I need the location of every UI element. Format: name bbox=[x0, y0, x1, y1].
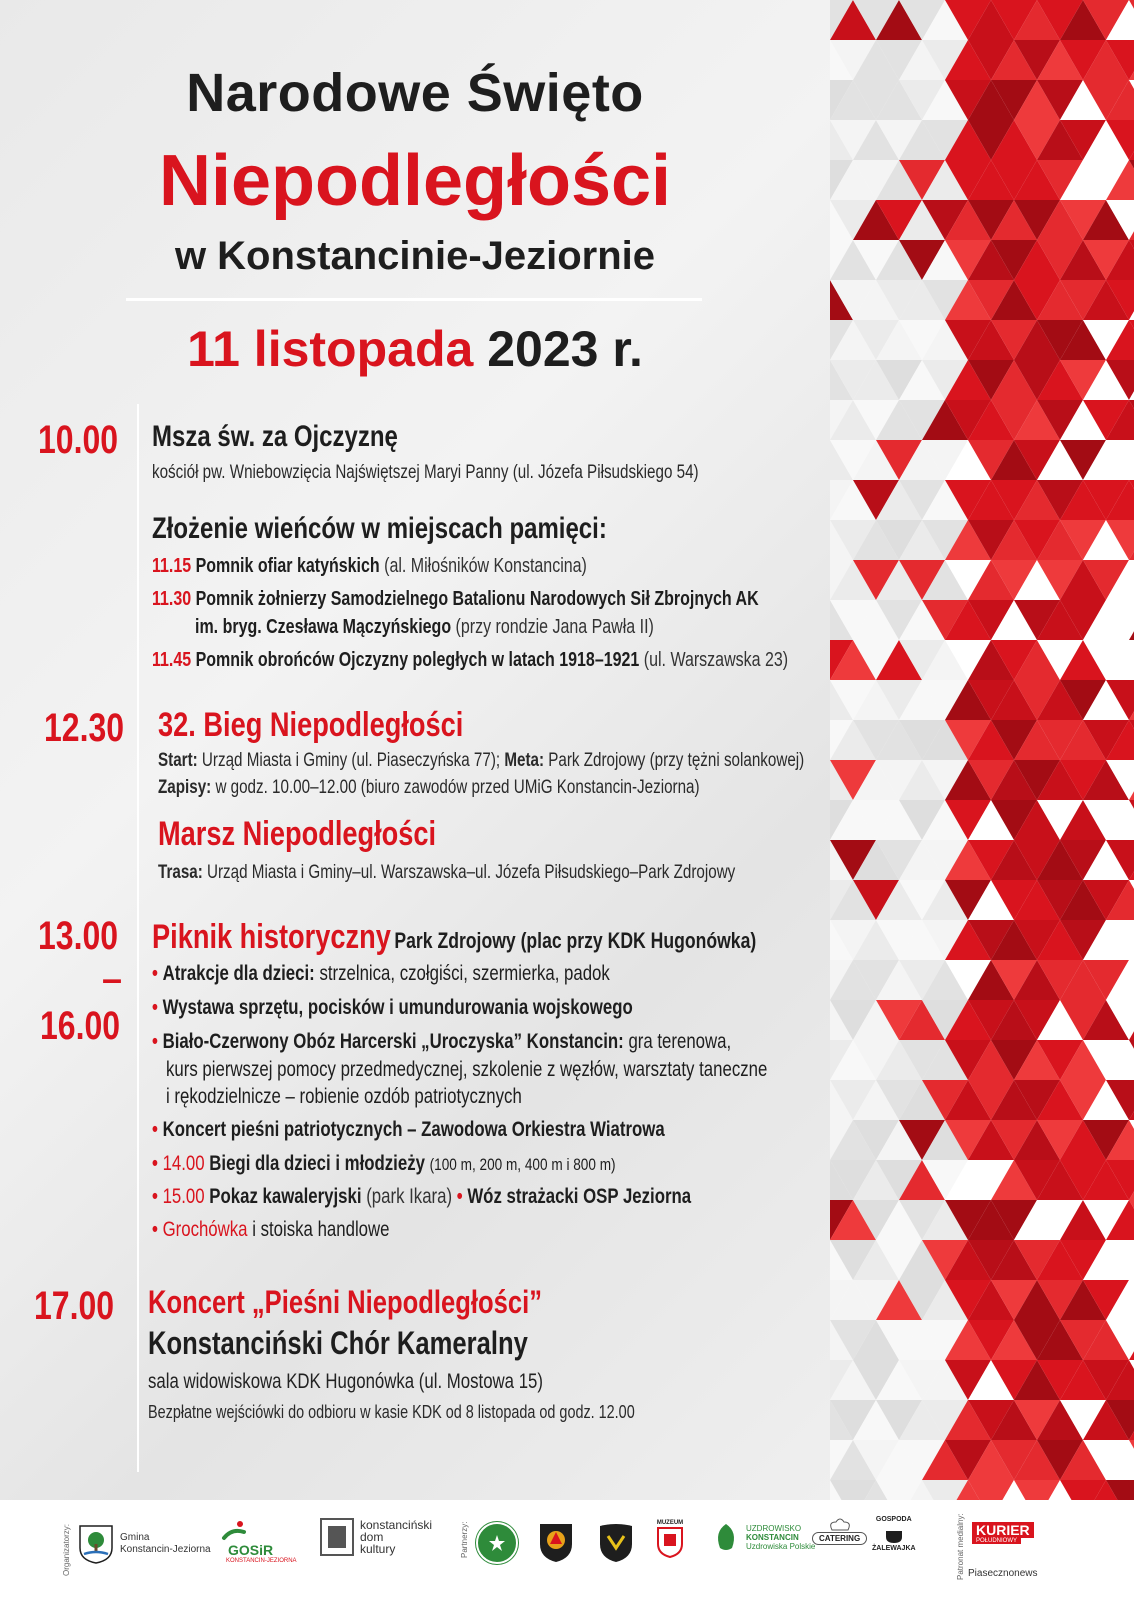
partners-label: Partnerzy: bbox=[460, 1521, 469, 1558]
time-13-00: 13.00 bbox=[38, 914, 119, 958]
concert-tickets-note: Bezpłatne wejściówki do odbioru w kasie KDK od 8 listopada od godz. 12.00 bbox=[148, 1402, 635, 1422]
picnic-bullet-3-line-2: kurs pierwszej pomocy przedmedycznej, szkolenie z węzłów, warsztaty taneczne bbox=[166, 1058, 768, 1081]
kurier-logo: KURIER POŁUDNIOWY bbox=[972, 1522, 1034, 1544]
time-dash: – bbox=[102, 958, 123, 999]
picnic-bullet-3: • Biało-Czerwony Obóz Harcerski „Uroczyska” Konstancin: gra terenowa, bbox=[152, 1030, 732, 1053]
choir-name: Konstanciński Chór Kameralny bbox=[148, 1325, 528, 1361]
gosir-logo: GOSiR KONSTANCIN-JEZIORNA bbox=[220, 1520, 297, 1564]
organizers-label: Organizatorzy: bbox=[62, 1523, 71, 1576]
picnic-bullet-7: • Grochówka i stoiska handlowe bbox=[152, 1218, 390, 1241]
picnic-bullet-5: • 14.00 Biegi dla dzieci i młodzieży (100 m, 200 m, 400 m i 800 m) bbox=[152, 1152, 616, 1175]
catering-logo: CATERING bbox=[812, 1518, 867, 1545]
time-12-30: 12.30 bbox=[44, 706, 125, 750]
uzdrowisko-logo: UZDROWISKO KONSTANCIN Uzdrowiska Polskie bbox=[712, 1522, 815, 1552]
run-signup: Zapisy: w godz. 10.00–12.00 (biuro zawodów przed UMiG Konstancin-Jeziorna) bbox=[158, 777, 700, 798]
picnic-bullet-3-line-3: i rękodzielnicze – robienie ozdób patriotycznych bbox=[166, 1085, 522, 1108]
event-date bbox=[0, 320, 830, 378]
concert-venue: sala widowiskowa KDK Hugonówka (ul. Mostowa 15) bbox=[148, 1370, 543, 1393]
title-line-1: Narodowe Święto bbox=[186, 63, 644, 123]
sponsors-footer bbox=[0, 1500, 1134, 1600]
picnic-bullet-1: • Atrakcje dla dzieci: strzelnica, czołgiści, szermierka, padok bbox=[152, 962, 610, 985]
run-start-finish: Start: Urząd Miasta i Gminy (ul. Piaseczyńska 77); Meta: Park Zdrojowy (przy tężni solankowej) bbox=[158, 750, 805, 771]
march-route: Trasa: Urząd Miasta i Gminy–ul. Warszawska–ul. Józefa Piłsudskiego–Park Zdrojowy bbox=[158, 862, 736, 883]
kdk-square-icon bbox=[320, 1518, 354, 1556]
picnic-bullet-2: • Wystawa sprzętu, pocisków i umundurowania wojskowego bbox=[152, 996, 633, 1019]
title-line-3: w Konstancinie-Jeziornie bbox=[174, 234, 656, 278]
concert-heading: Koncert „Pieśni Niepodległości” bbox=[148, 1284, 543, 1320]
mass-location: kościół pw. Wniebowzięcia Najświętszej Maryi Panny (ul. Józefa Piłsudskiego 54) bbox=[152, 462, 699, 483]
museum-crest-icon bbox=[656, 1526, 684, 1558]
mass-heading: Msza św. za Ojczyznę bbox=[152, 420, 398, 453]
picnic-place: Park Zdrojowy (plac przy KDK Hugonówka) bbox=[394, 928, 757, 953]
wreath-item-2-cont: im. bryg. Czesława Mączyńskiego (przy rondzie Jana Pawła II) bbox=[195, 616, 654, 638]
scouts-badge-icon bbox=[476, 1522, 518, 1564]
runner-icon bbox=[220, 1520, 250, 1542]
kdk-logo: konstanciński dom kultury bbox=[320, 1518, 432, 1556]
chef-hat-icon bbox=[828, 1518, 852, 1532]
wreath-item-2: 11.30 Pomnik żołnierzy Samodzielnego Batalionu Narodowych Sił Zbrojnych AK bbox=[152, 588, 759, 610]
osp-shield-icon bbox=[538, 1522, 574, 1564]
wreaths-heading: Złożenie wieńców w miejscach pamięci: bbox=[152, 512, 607, 545]
march-heading: Marsz Niepodległości bbox=[158, 815, 437, 853]
piaseczno-news-logo: Piasecznonews bbox=[968, 1568, 1038, 1579]
picnic-heading-row bbox=[152, 918, 907, 957]
gospoda-logo: GOSPODA ŻALEWAJKA bbox=[872, 1516, 916, 1552]
leaf-icon bbox=[712, 1522, 740, 1552]
picnic-heading: Piknik historyczny bbox=[152, 918, 391, 956]
military-shield-icon bbox=[598, 1522, 634, 1564]
time-10-00: 10.00 bbox=[38, 418, 119, 462]
picnic-bullet-4: • Koncert pieśni patriotycznych – Zawodowa Orkiestra Wiatrowa bbox=[152, 1118, 665, 1141]
pot-icon bbox=[883, 1523, 905, 1545]
wreath-item-3: 11.45 Pomnik obrońców Ojczyzny poległych w latach 1918–1921 (ul. Warszawska 23) bbox=[152, 649, 789, 671]
title-line-2: Niepodległości bbox=[158, 141, 672, 221]
date-year: 2023 r. bbox=[487, 321, 643, 377]
media-label: Patronat medialny: bbox=[956, 1513, 965, 1580]
time-17-00: 17.00 bbox=[34, 1284, 115, 1328]
date-day-month: 11 listopada bbox=[187, 321, 474, 377]
picnic-bullet-6: • 15.00 Pokaz kawaleryjski (park Ikara) • Wóz strażacki OSP Jeziorna bbox=[152, 1185, 692, 1208]
time-16-00: 16.00 bbox=[40, 1004, 121, 1048]
gmina-crest-icon bbox=[78, 1524, 114, 1564]
wreath-item-1: 11.15 Pomnik ofiar katyńskich (al. Miłośników Konstancina) bbox=[152, 555, 587, 577]
gmina-logo: Gmina Konstancin-Jeziorna bbox=[78, 1524, 211, 1564]
run-heading: 32. Bieg Niepodległości bbox=[158, 706, 464, 744]
muzeum-logo: MUZEUM bbox=[656, 1520, 684, 1558]
title-divider bbox=[126, 298, 702, 301]
